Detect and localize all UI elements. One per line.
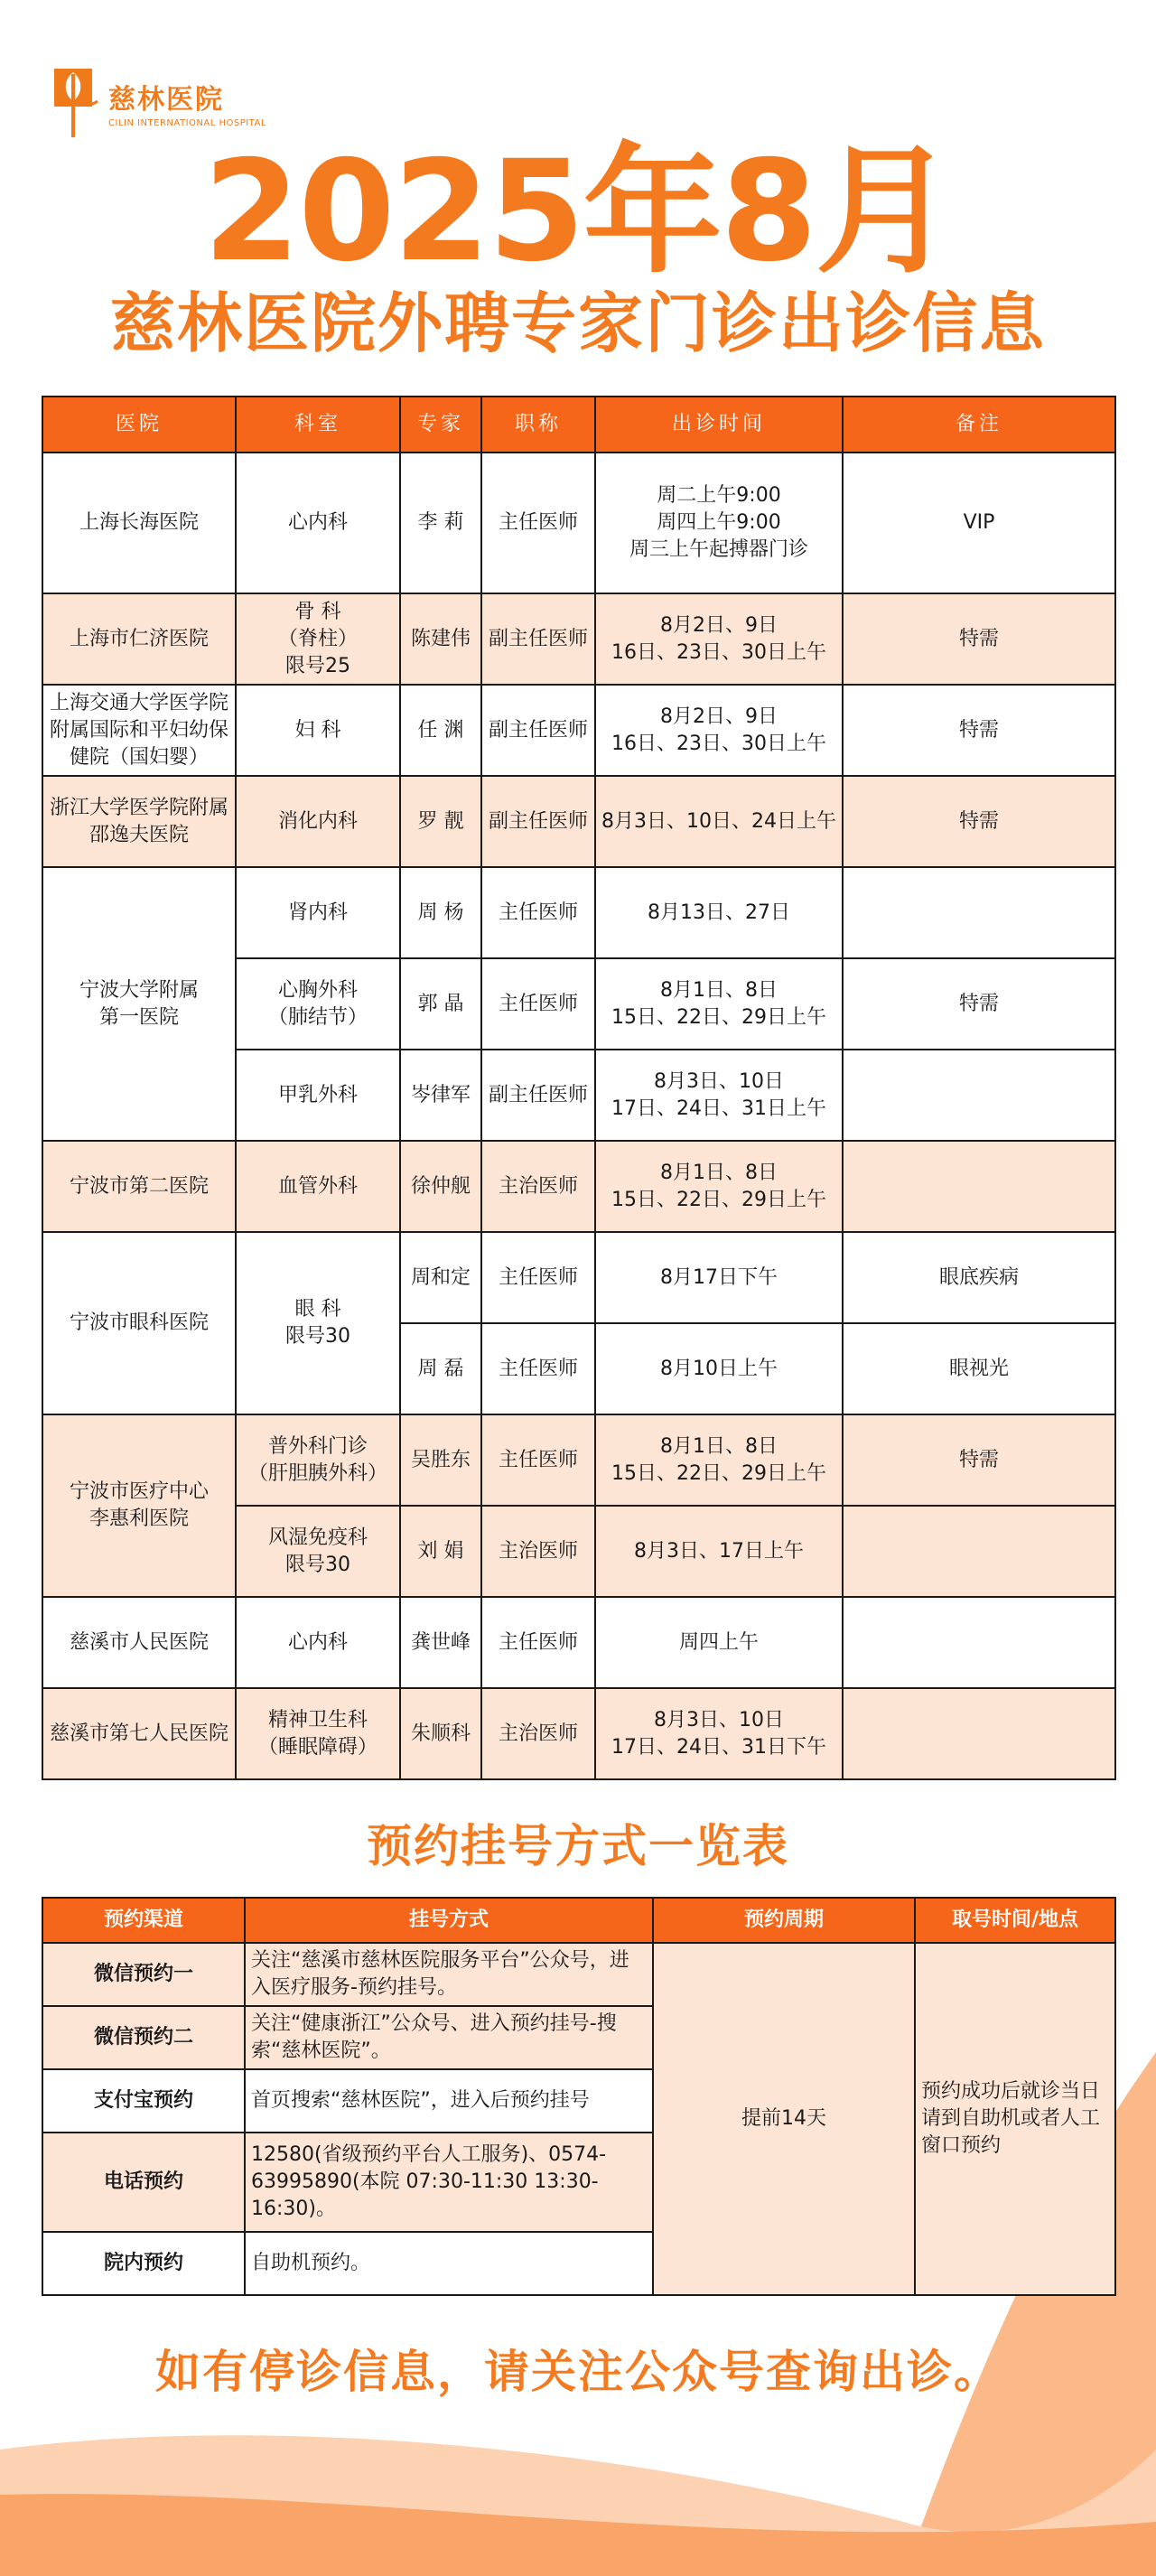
- note-cell: 特需: [843, 593, 1115, 685]
- note-cell: [843, 1506, 1115, 1597]
- header-expert: 专家: [400, 397, 481, 453]
- department-cell: [236, 958, 400, 1050]
- time-line: 8月1日、8日: [660, 1161, 778, 1184]
- hospital-line: 宁波大学附属: [79, 978, 199, 1002]
- time-line: 8月2日、9日: [660, 705, 778, 728]
- expert-cell: 周 磊: [400, 1323, 481, 1414]
- dept-line: 眼 科: [294, 1298, 341, 1321]
- department-cell: 肾内科: [236, 867, 400, 958]
- dept-line: 限号30: [285, 1325, 350, 1348]
- department-cell: [236, 1506, 400, 1597]
- clinic-time-cell: 周四上午: [595, 1597, 843, 1688]
- method-cell: 12580(省级预约平台人工服务)、0574-63995890(本院 07:30-11:30 13:30-16:30)。: [245, 2133, 653, 2232]
- header-method: 挂号方式: [245, 1898, 653, 1943]
- hospital-line: 上海交通大学医学院: [49, 691, 228, 714]
- time-line: 8月1日、8日: [660, 1434, 778, 1458]
- clinic-time-cell: [595, 593, 843, 685]
- clinic-time-cell: [595, 453, 843, 593]
- time-line: 8月3日、10日: [654, 1708, 784, 1731]
- footer-notice: 如有停诊信息，请关注公众号查询出诊。: [155, 2346, 1001, 2398]
- hospital-cell: 宁波市第二医院: [42, 1141, 236, 1232]
- booking-table: [42, 1897, 1116, 2296]
- hospital-line: 邵逸夫医院: [89, 823, 189, 846]
- clinic-time-cell: [595, 1688, 843, 1779]
- header-hospital: 医院: [42, 397, 236, 453]
- header-clinic-time: 出诊时间: [595, 397, 843, 453]
- schedule-header-row: [42, 397, 1115, 453]
- time-line: 8月2日、9日: [660, 613, 778, 637]
- schedule-table: [42, 396, 1116, 1780]
- hospital-cell: [42, 685, 236, 776]
- department-cell: 血管外科: [236, 1141, 400, 1232]
- note-cell: [843, 1688, 1115, 1779]
- title-cell: 副主任医师: [481, 593, 595, 685]
- dept-line: 普外科门诊: [267, 1434, 368, 1458]
- time-line: 周四上午9:00: [657, 511, 781, 534]
- table-row: [42, 685, 1115, 776]
- time-line: 17日、24日、31日上午: [611, 1097, 826, 1120]
- channel-cell: 支付宝预约: [42, 2069, 245, 2133]
- note-cell: 特需: [843, 1414, 1115, 1506]
- table-row: [42, 593, 1115, 685]
- note-cell: 特需: [843, 958, 1115, 1050]
- note-cell: [843, 1050, 1115, 1141]
- title-cell: 主任医师: [481, 1414, 595, 1506]
- time-line: 15日、22日、29日上午: [611, 1188, 826, 1211]
- title-cell: 主治医师: [481, 1506, 595, 1597]
- department-cell: [236, 1688, 400, 1779]
- clinic-time-cell: 8月10日上午: [595, 1323, 843, 1414]
- dept-line: 限号25: [285, 654, 350, 677]
- table-row: [42, 776, 1115, 867]
- header-note: 备注: [843, 397, 1115, 453]
- hospital-line: 宁波市医疗中心: [69, 1480, 209, 1503]
- title-cell: 主任医师: [481, 453, 595, 593]
- time-line: 17日、24日、31日下午: [611, 1735, 826, 1759]
- header-pickup: 取号时间/地点: [915, 1898, 1115, 1943]
- header-period: 预约周期: [653, 1898, 915, 1943]
- dept-line: 风湿免疫科: [267, 1526, 368, 1549]
- expert-cell: 吴胜东: [400, 1414, 481, 1506]
- title-cell: 副主任医师: [481, 776, 595, 867]
- department-cell: 甲乳外科: [236, 1050, 400, 1141]
- title-cell: 副主任医师: [481, 1050, 595, 1141]
- note-cell: 特需: [843, 685, 1115, 776]
- time-line: 8月1日、8日: [660, 978, 778, 1002]
- department-cell: 消化内科: [236, 776, 400, 867]
- hospital-line: 第一医院: [98, 1005, 179, 1029]
- hospital-cell: 上海长海医院: [42, 453, 236, 593]
- title-cell: 副主任医师: [481, 685, 595, 776]
- channel-cell: 院内预约: [42, 2232, 245, 2295]
- title-cell: 主任医师: [481, 1232, 595, 1323]
- time-line: 8月3日、10日: [654, 1069, 784, 1093]
- method-cell: 首页搜索“慈林医院”，进入后预约挂号: [245, 2069, 653, 2133]
- title-cell: 主任医师: [481, 1323, 595, 1414]
- clinic-time-cell: 8月13日、27日: [595, 867, 843, 958]
- clinic-time-cell: [595, 1414, 843, 1506]
- expert-cell: 罗 靓: [400, 776, 481, 867]
- hospital-cell: [42, 1414, 236, 1597]
- header-department: 科室: [236, 397, 400, 453]
- dept-line: （睡眠障碍）: [257, 1735, 378, 1759]
- note-cell: 眼视光: [843, 1323, 1115, 1414]
- department-cell: 心内科: [236, 1597, 400, 1688]
- table-row: [42, 1943, 1115, 2006]
- expert-cell: 周 杨: [400, 867, 481, 958]
- clinic-time-cell: [595, 958, 843, 1050]
- time-line: 周三上午起搏器门诊: [629, 538, 808, 561]
- time-line: 15日、22日、29日上午: [611, 1005, 826, 1029]
- clinic-time-cell: [595, 1050, 843, 1141]
- table-row: [42, 867, 1115, 958]
- pickup-cell: 预约成功后就诊当日请到自助机或者人工窗口预约: [915, 1943, 1115, 2295]
- clinic-time-cell: [595, 1141, 843, 1232]
- title-cell: 主任医师: [481, 1597, 595, 1688]
- table-row: [42, 1141, 1115, 1232]
- expert-cell: 李 莉: [400, 453, 481, 593]
- note-cell: 特需: [843, 776, 1115, 867]
- hospital-cell: 上海市仁济医院: [42, 593, 236, 685]
- note-cell: [843, 867, 1115, 958]
- note-cell: [843, 1597, 1115, 1688]
- hospital-cell: 宁波市眼科医院: [42, 1232, 236, 1414]
- hospital-line: 健院（国妇婴）: [69, 745, 209, 769]
- department-cell: 心内科: [236, 453, 400, 593]
- expert-cell: 朱顺科: [400, 1688, 481, 1779]
- time-line: 16日、23日、30日上午: [611, 732, 826, 755]
- table-row: [42, 453, 1115, 593]
- page-title: 慈林医院外聘专家门诊出诊信息: [109, 285, 1046, 361]
- booking-section-title: 预约挂号方式一览表: [367, 1820, 789, 1872]
- expert-cell: 陈建伟: [400, 593, 481, 685]
- dept-line: （脊柱）: [277, 627, 358, 650]
- hospital-cell: 慈溪市人民医院: [42, 1597, 236, 1688]
- time-line: 16日、23日、30日上午: [611, 640, 826, 664]
- department-cell: 妇 科: [236, 685, 400, 776]
- logo-english-name: CILIN INTERNATIONAL HOSPITAL: [108, 117, 266, 128]
- period-cell: 提前14天: [653, 1943, 915, 2295]
- header-channel: 预约渠道: [42, 1898, 245, 1943]
- expert-cell: 刘 娟: [400, 1506, 481, 1597]
- method-cell: 关注“健康浙江”公众号、进入预约挂号-搜索“慈林医院”。: [245, 2006, 653, 2069]
- expert-cell: 岑律军: [400, 1050, 481, 1141]
- booking-header-row: [42, 1898, 1115, 1943]
- cilin-logo-icon: [54, 61, 101, 143]
- channel-cell: 微信预约一: [42, 1943, 245, 2006]
- title-year: 2025年8月: [203, 131, 953, 293]
- dept-line: 骨 科: [294, 600, 341, 623]
- dept-line: 精神卫生科: [267, 1708, 368, 1731]
- channel-cell: 电话预约: [42, 2133, 245, 2232]
- note-cell: 眼底疾病: [843, 1232, 1115, 1323]
- title-cell: 主治医师: [481, 1141, 595, 1232]
- hospital-cell: [42, 776, 236, 867]
- hospital-line: 附属国际和平妇幼保: [49, 718, 228, 742]
- title-cell: 主任医师: [481, 867, 595, 958]
- logo-name: 慈林医院: [108, 83, 224, 116]
- dept-line: （肺结节）: [267, 1005, 368, 1029]
- table-row: [42, 1232, 1115, 1323]
- method-cell: 关注“慈溪市慈林医院服务平台”公众号，进入医疗服务-预约挂号。: [245, 1943, 653, 2006]
- expert-cell: 周和定: [400, 1232, 481, 1323]
- expert-cell: 龚世峰: [400, 1597, 481, 1688]
- table-row: [42, 1414, 1115, 1506]
- department-cell: [236, 1414, 400, 1506]
- method-cell: 自助机预约。: [245, 2232, 653, 2295]
- hospital-cell: 慈溪市第七人民医院: [42, 1688, 236, 1779]
- dept-line: 心胸外科: [277, 978, 358, 1002]
- header-title: 职称: [481, 397, 595, 453]
- department-cell: [236, 593, 400, 685]
- note-cell: VIP: [843, 453, 1115, 593]
- expert-cell: 任 渊: [400, 685, 481, 776]
- hospital-line: 李惠利医院: [89, 1507, 189, 1530]
- note-cell: [843, 1141, 1115, 1232]
- department-cell: [236, 1232, 400, 1414]
- hospital-cell: [42, 867, 236, 1141]
- clinic-time-cell: 8月3日、17日上午: [595, 1506, 843, 1597]
- time-line: 周二上午9:00: [657, 484, 781, 507]
- time-line: 15日、22日、29日上午: [611, 1461, 826, 1485]
- hospital-line: 浙江大学医学院附属: [49, 796, 228, 819]
- clinic-time-cell: 8月17日下午: [595, 1232, 843, 1323]
- clinic-time-cell: 8月3日、10日、24日上午: [595, 776, 843, 867]
- dept-line: （肝胆胰外科）: [247, 1461, 387, 1485]
- title-cell: 主任医师: [481, 958, 595, 1050]
- table-row: [42, 1688, 1115, 1779]
- channel-cell: 微信预约二: [42, 2006, 245, 2069]
- title-cell: 主治医师: [481, 1688, 595, 1779]
- dept-line: 限号30: [285, 1553, 350, 1576]
- expert-cell: 徐仲舰: [400, 1141, 481, 1232]
- table-row: [42, 1597, 1115, 1688]
- expert-cell: 郭 晶: [400, 958, 481, 1050]
- clinic-time-cell: [595, 685, 843, 776]
